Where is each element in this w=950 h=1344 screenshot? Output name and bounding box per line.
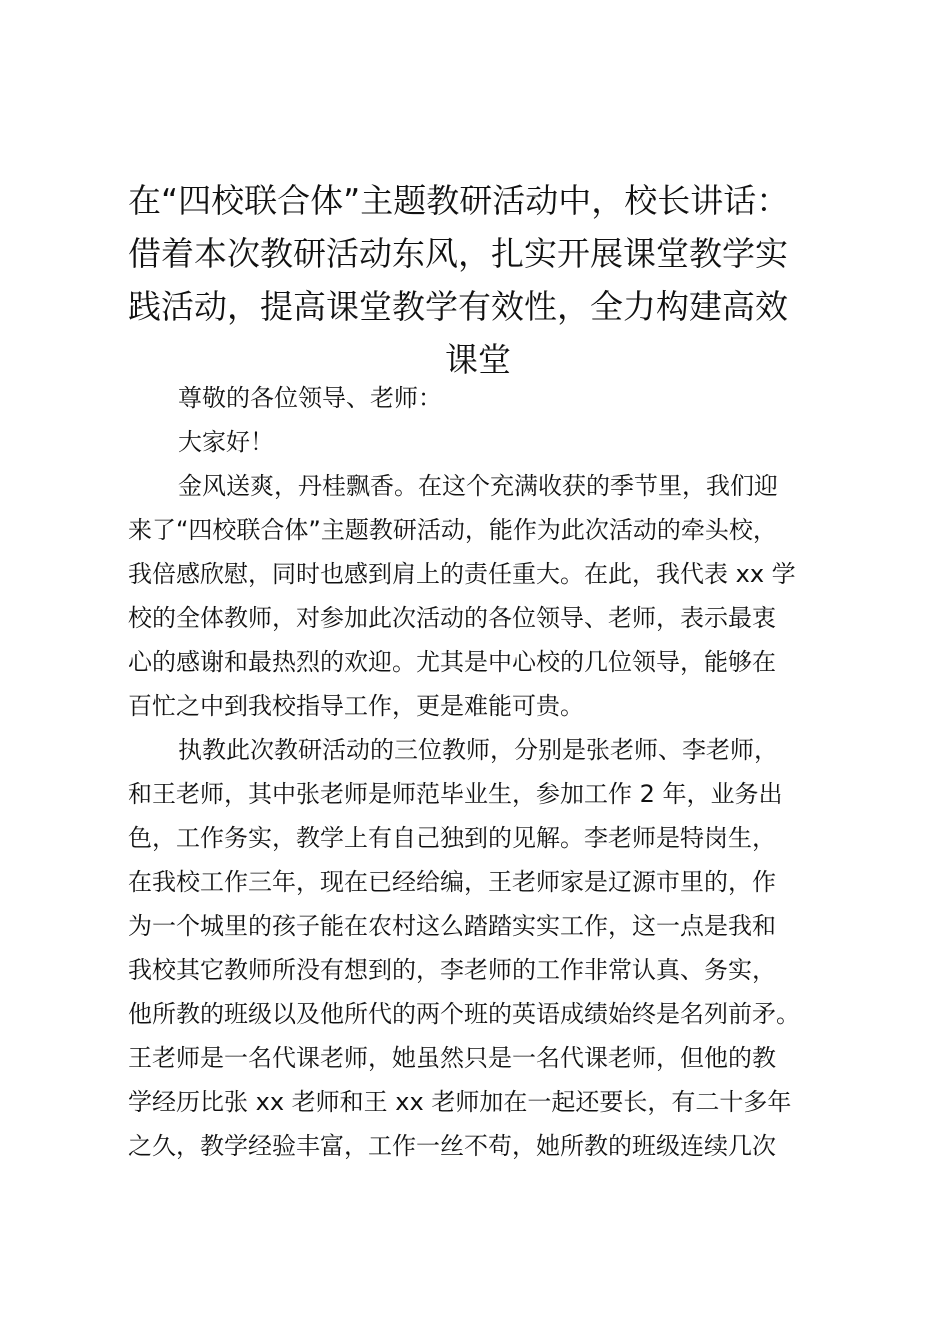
paragraph-2-line: 执教此次教研活动的三位教师，分别是张老师、李老师，	[178, 736, 778, 764]
title-line-1: 在“四校联合体”主题教研活动中，校长讲话：	[128, 181, 790, 220]
paragraph-2-line: 在我校工作三年，现在已经给编，王老师家是辽源市里的，作	[128, 868, 776, 896]
title-line-3: 践活动，提高课堂教学有效性，全力构建高效	[128, 287, 788, 326]
paragraph-2-line: 和王老师，其中张老师是师范毕业生，参加工作 2 年，业务出	[128, 780, 783, 808]
paragraph-2-line: 他所教的班级以及他所代的两个班的英语成绩始终是名列前矛。	[128, 1000, 800, 1028]
paragraph-2	[128, 728, 848, 1168]
paragraph-1-line: 来了“四校联合体”主题教研活动，能作为此次活动的牵头校，	[128, 516, 777, 544]
paragraph-1	[128, 464, 848, 728]
paragraph-2-line: 我校其它教师所没有想到的，李老师的工作非常认真、务实，	[128, 956, 776, 984]
document-body	[128, 376, 848, 1168]
title-line-4: 课堂	[445, 340, 511, 379]
paragraph-1-line: 校的全体教师，对参加此次活动的各位领导、老师，表示最衷	[128, 604, 776, 632]
title-line-2: 借着本次教研活动东风，扎实开展课堂教学实	[128, 234, 788, 273]
paragraph-1-line: 百忙之中到我校指导工作，更是难能可贵。	[128, 692, 584, 720]
paragraph-2-line: 为一个城里的孩子能在农村这么踏踏实实工作，这一点是我和	[128, 912, 776, 940]
greeting: 大家好！	[178, 428, 274, 456]
paragraph-2-line: 学经历比张 xx 老师和王 xx 老师加在一起还要长，有二十多年	[128, 1088, 792, 1116]
paragraph-2-line: 王老师是一名代课老师，她虽然只是一名代课老师，但他的教	[128, 1044, 776, 1072]
paragraph-2-line: 之久，教学经验丰富，工作一丝不苟，她所教的班级连续几次	[128, 1132, 776, 1160]
paragraph-2-line: 色，工作务实，教学上有自己独到的见解。李老师是特岗生，	[128, 824, 776, 852]
paragraph-1-line: 心的感谢和最热烈的欢迎。尤其是中心校的几位领导，能够在	[128, 648, 776, 676]
document-title	[128, 174, 868, 386]
salutation: 尊敬的各位领导、老师：	[178, 384, 442, 412]
paragraph-1-line: 金风送爽，丹桂飘香。在这个充满收获的季节里，我们迎	[178, 472, 778, 500]
paragraph-1-line: 我倍感欣慰，同时也感到肩上的责任重大。在此，我代表 xx 学	[128, 560, 796, 588]
